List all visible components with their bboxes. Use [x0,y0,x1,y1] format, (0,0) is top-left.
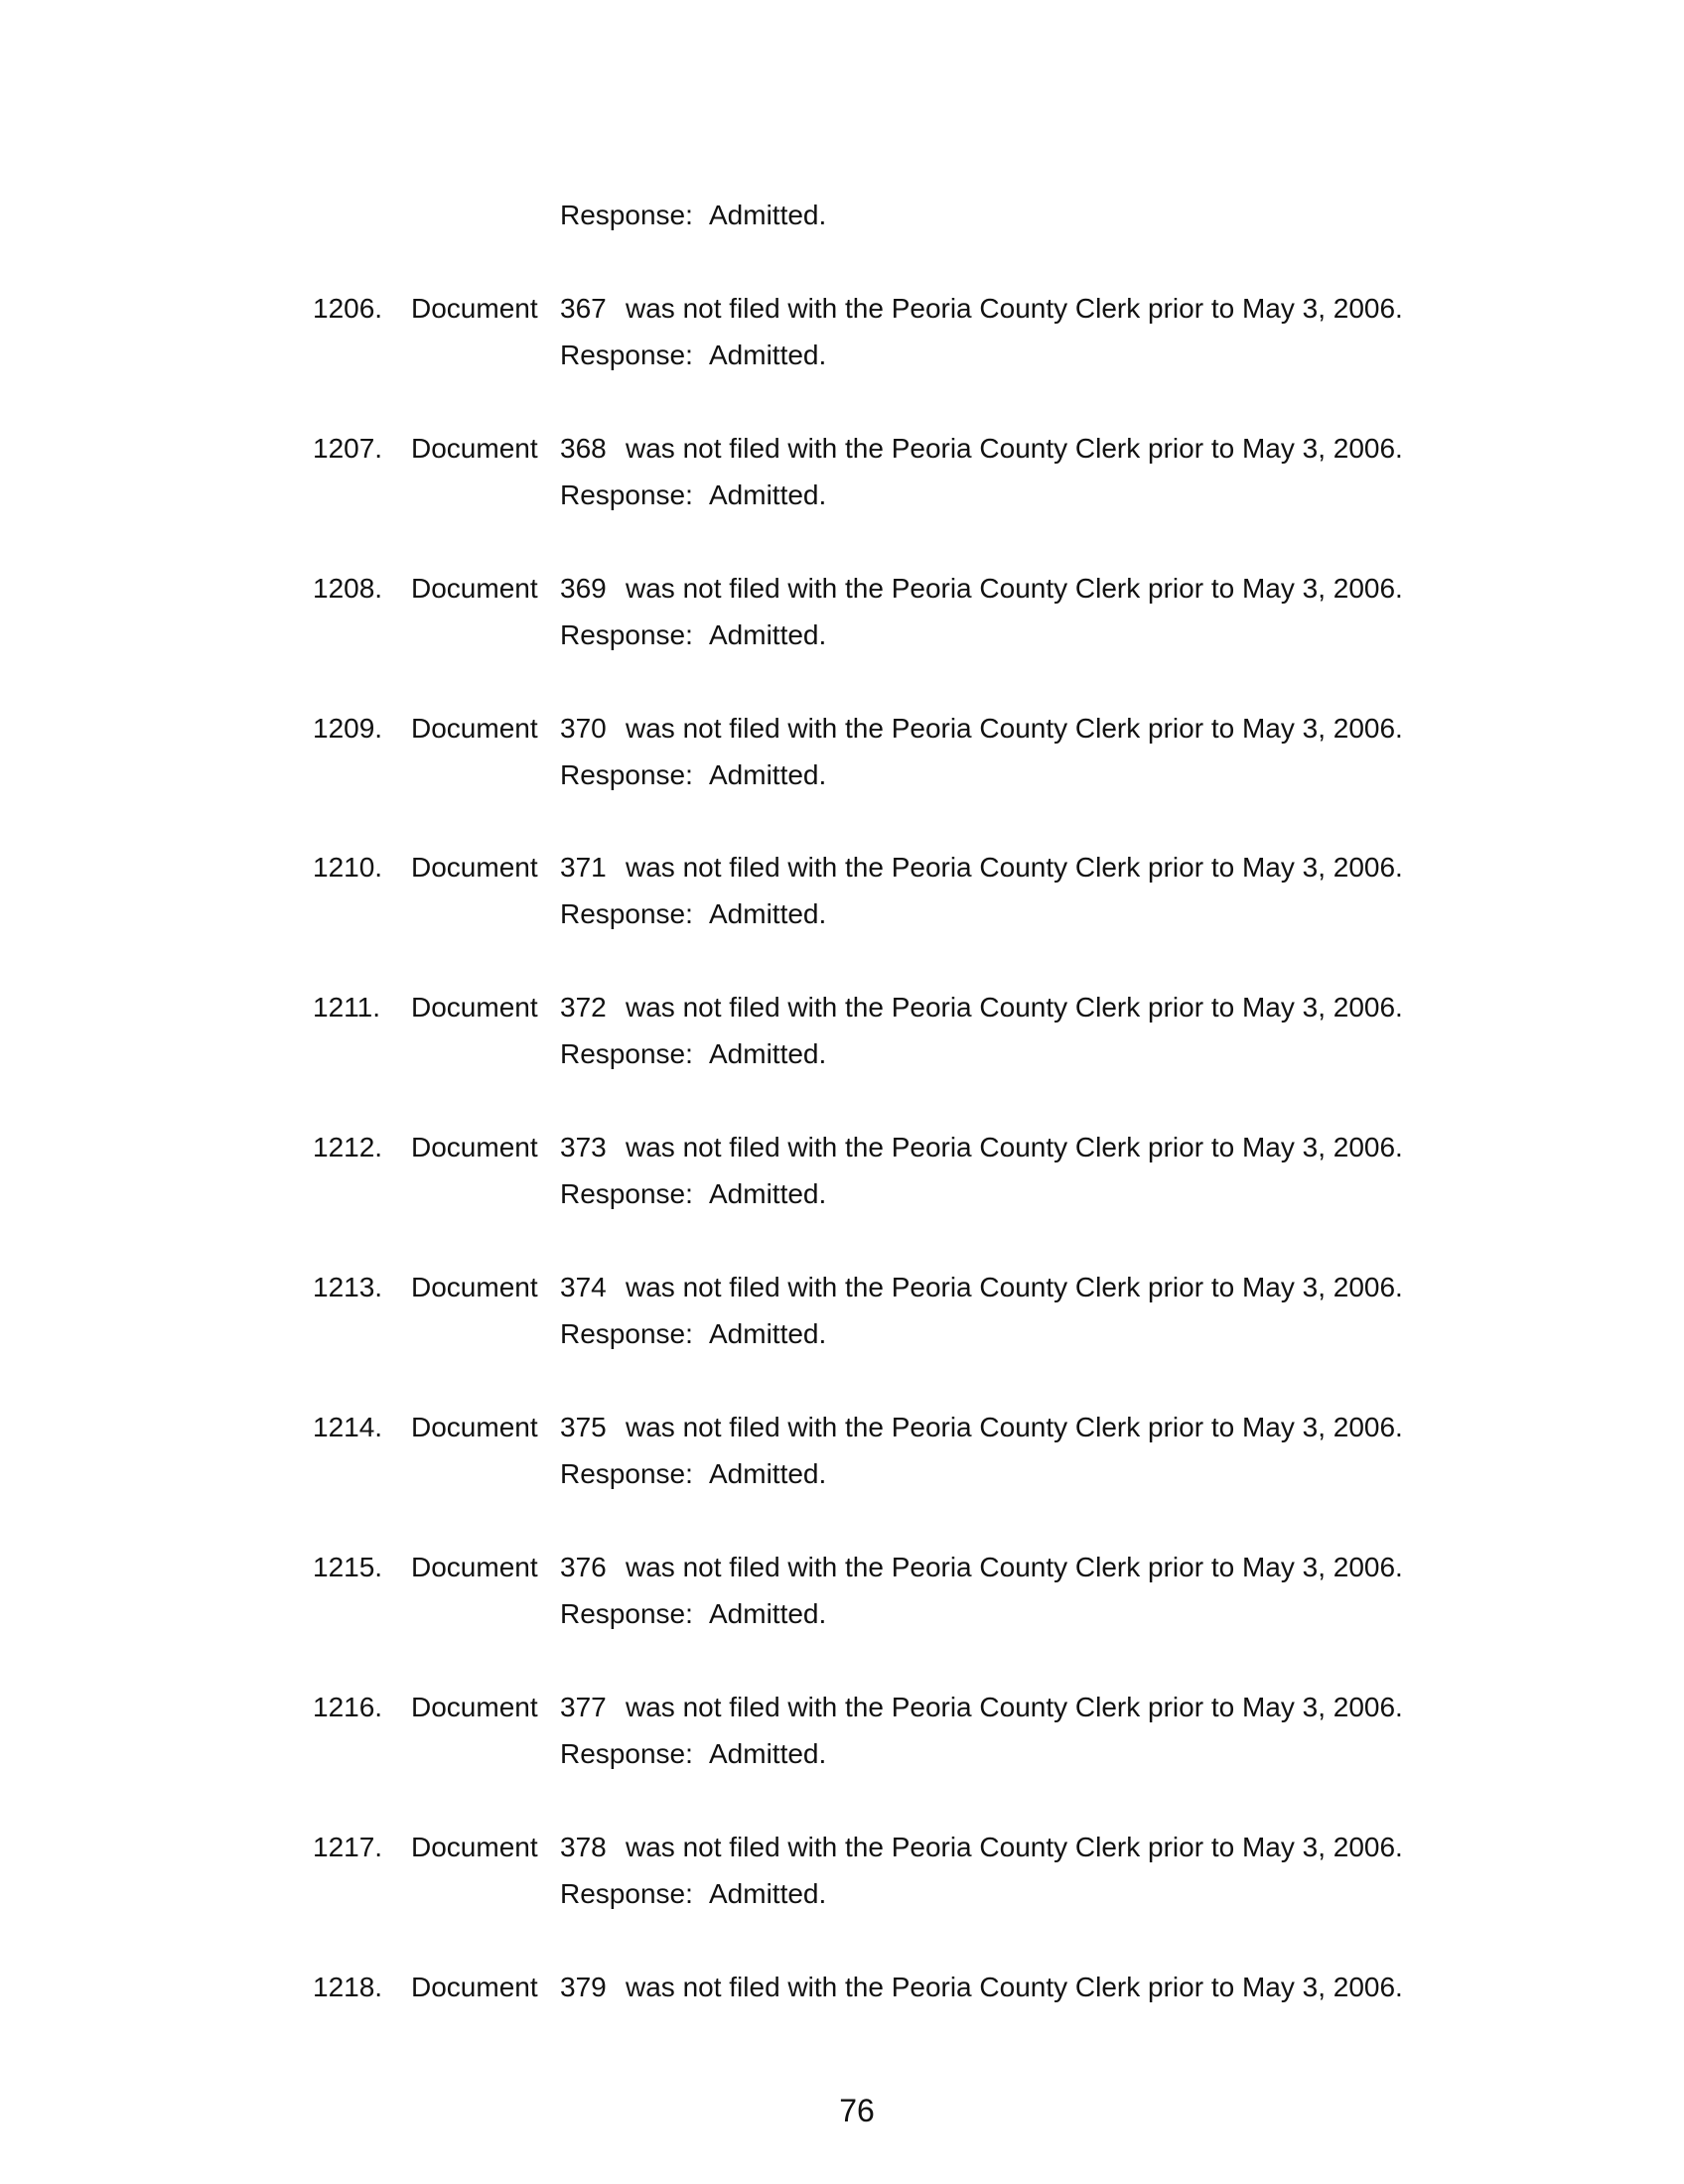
item-number: 1212. [313,1132,383,1162]
item-number: 1215. [313,1552,383,1582]
statement-text: was not filed with the Peoria County Clerk prior to May 3, 2006. [626,713,1403,744]
response-value: Admitted. [709,340,827,370]
item-number: 1209. [313,713,383,744]
document-number: 369 [560,573,607,604]
response-value: Admitted. [709,1038,827,1069]
statement-text: was not filed with the Peoria County Clerk prior to May 3, 2006. [626,293,1403,324]
document-label: Document [411,1272,538,1302]
response-value: Admitted. [709,1178,827,1209]
document-label: Document [411,1972,538,2002]
document-label: Document [411,713,538,744]
statement-text: was not filed with the Peoria County Clerk prior to May 3, 2006. [626,1832,1403,1862]
response-label: Response: [560,1738,693,1769]
statement-text: was not filed with the Peoria County Clerk prior to May 3, 2006. [626,852,1403,883]
response-label: Response: [560,1318,693,1349]
statement-text: was not filed with the Peoria County Clerk prior to May 3, 2006. [626,1132,1403,1162]
document-label: Document [411,1692,538,1722]
document-number: 379 [560,1972,607,2002]
response-label: Response: [560,1038,693,1069]
response-label: Response: [560,898,693,929]
document-label: Document [411,1552,538,1582]
response-value: Admitted. [709,200,827,230]
response-label: Response: [560,1178,693,1209]
document-label: Document [411,1412,538,1442]
document-number: 373 [560,1132,607,1162]
document-number: 371 [560,852,607,883]
document-label: Document [411,852,538,883]
response-label: Response: [560,200,693,230]
document-label: Document [411,433,538,464]
response-value: Admitted. [709,898,827,929]
item-number: 1210. [313,852,383,883]
document-number: 377 [560,1692,607,1722]
response-value: Admitted. [709,1318,827,1349]
statement-text: was not filed with the Peoria County Clerk prior to May 3, 2006. [626,1692,1403,1722]
response-value: Admitted. [709,479,827,510]
response-label: Response: [560,340,693,370]
item-number: 1213. [313,1272,383,1302]
response-label: Response: [560,619,693,650]
statement-text: was not filed with the Peoria County Clerk prior to May 3, 2006. [626,992,1403,1023]
statement-text: was not filed with the Peoria County Clerk prior to May 3, 2006. [626,1272,1403,1302]
response-value: Admitted. [709,1738,827,1769]
statement-text: was not filed with the Peoria County Clerk prior to May 3, 2006. [626,1972,1403,2002]
document-number: 374 [560,1272,607,1302]
document-number: 368 [560,433,607,464]
statement-text: was not filed with the Peoria County Clerk prior to May 3, 2006. [626,433,1403,464]
document-label: Document [411,573,538,604]
document-label: Document [411,1832,538,1862]
item-number: 1216. [313,1692,383,1722]
document-number: 367 [560,293,607,324]
statement-text: was not filed with the Peoria County Clerk prior to May 3, 2006. [626,1412,1403,1442]
statement-text: was not filed with the Peoria County Clerk prior to May 3, 2006. [626,573,1403,604]
document-label: Document [411,293,538,324]
statement-text: was not filed with the Peoria County Clerk prior to May 3, 2006. [626,1552,1403,1582]
document-number: 378 [560,1832,607,1862]
item-number: 1208. [313,573,383,604]
response-label: Response: [560,759,693,790]
document-number: 370 [560,713,607,744]
response-value: Admitted. [709,1458,827,1489]
document-label: Document [411,992,538,1023]
item-number: 1211. [313,992,380,1023]
document-label: Document [411,1132,538,1162]
response-value: Admitted. [709,759,827,790]
item-number: 1217. [313,1832,383,1862]
item-number: 1214. [313,1412,383,1442]
document-number: 376 [560,1552,607,1582]
response-label: Response: [560,1458,693,1489]
response-label: Response: [560,1598,693,1629]
item-number: 1206. [313,293,383,324]
response-label: Response: [560,479,693,510]
response-value: Admitted. [709,1878,827,1909]
document-number: 372 [560,992,607,1023]
response-label: Response: [560,1878,693,1909]
page-number: 76 [839,2093,875,2128]
response-value: Admitted. [709,1598,827,1629]
item-number: 1207. [313,433,383,464]
document-number: 375 [560,1412,607,1442]
response-value: Admitted. [709,619,827,650]
item-number: 1218. [313,1972,383,2002]
